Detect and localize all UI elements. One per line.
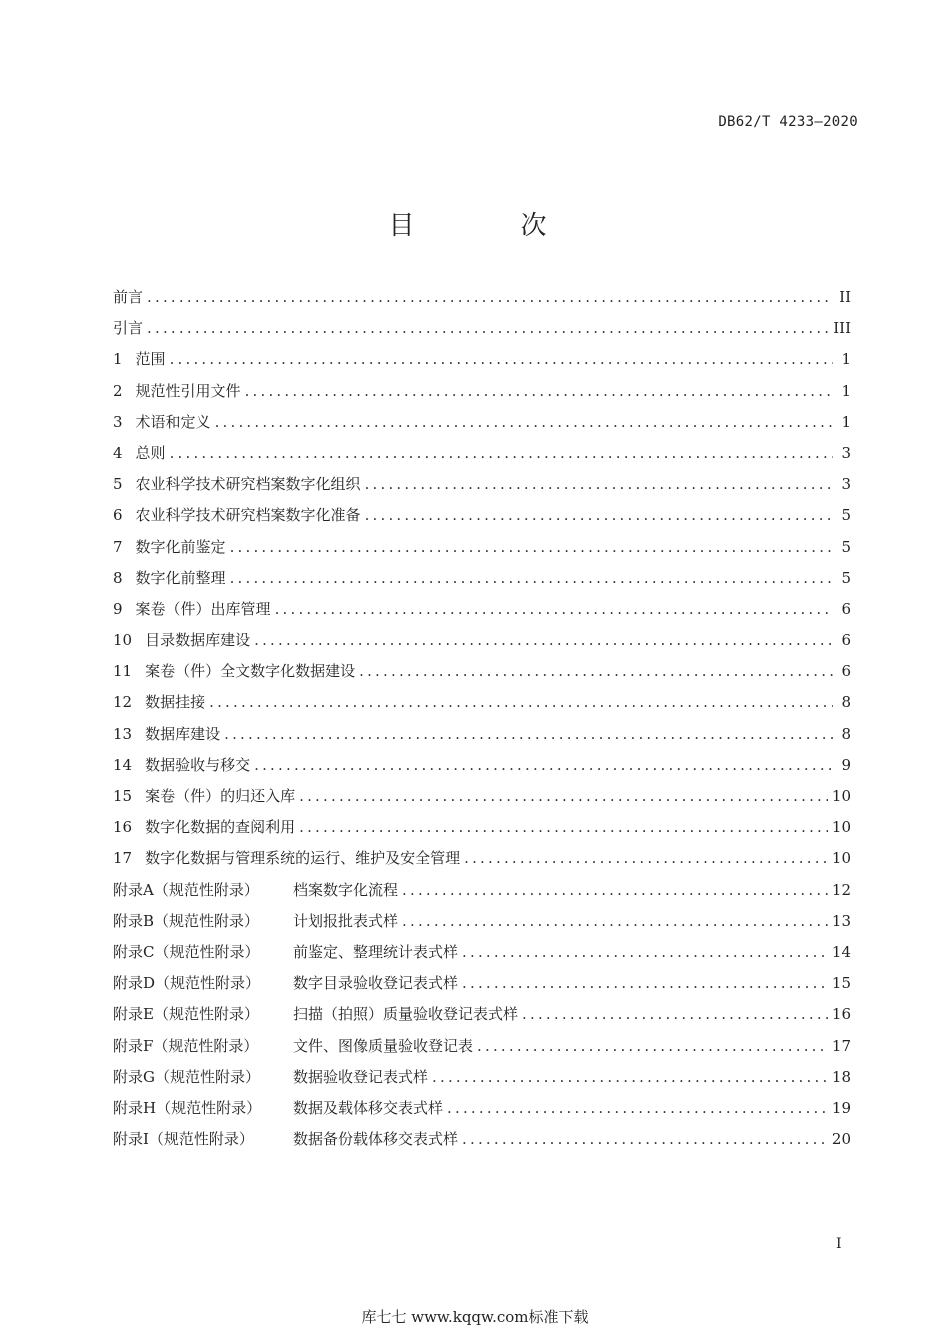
appendix-title: 扫描（拍照）质量验收登记表式样: [293, 1005, 519, 1024]
toc-entry[interactable]: [113, 598, 851, 629]
toc-appendix-entry[interactable]: [113, 910, 851, 941]
toc-entry[interactable]: [113, 723, 851, 754]
dot-leader: [230, 538, 833, 556]
toc-entry-page: 1: [841, 381, 851, 400]
toc-entry-title: 数字化数据的查阅利用: [145, 818, 296, 837]
toc-entry-number: 14: [113, 755, 133, 774]
appendix-title: 数据及载体移交表式样: [293, 1098, 444, 1117]
appendix-label: 附录C（规范性附录）: [113, 942, 260, 961]
toc-appendix-entry[interactable]: [113, 1066, 851, 1097]
appendix-title: 档案数字化流程: [293, 880, 399, 899]
dot-leader: [464, 849, 828, 867]
dot-leader: [365, 506, 833, 524]
toc-entry-page: 5: [841, 537, 851, 556]
toc-entry-title: 数据验收与移交: [145, 755, 251, 774]
toc-entry-page: 8: [841, 724, 851, 743]
dot-leader: [275, 600, 833, 618]
toc-entry-title: 农业科学技术研究档案数字化组织: [135, 475, 361, 494]
toc-entry-page: II: [839, 288, 851, 306]
toc-entry-title: 农业科学技术研究档案数字化准备: [135, 506, 361, 525]
dot-leader: [462, 1130, 828, 1148]
dot-leader: [209, 693, 833, 711]
toc-appendix-entry[interactable]: [113, 1035, 851, 1066]
appendix-label: 附录E（规范性附录）: [113, 1005, 259, 1024]
toc-entry-page: 3: [841, 475, 851, 494]
toc-entry-page: 5: [841, 568, 851, 587]
toc-appendix-entry[interactable]: [113, 879, 851, 910]
toc-entry-title: 前言: [113, 288, 144, 306]
toc-entry[interactable]: [113, 536, 851, 567]
dot-leader: [432, 1068, 828, 1086]
dot-leader: [299, 787, 828, 805]
appendix-page: 15: [831, 974, 851, 993]
toc-entry[interactable]: [113, 317, 851, 348]
appendix-title: 计划报批表式样: [293, 911, 399, 930]
toc-entry-page: 6: [841, 631, 851, 650]
toc-entry-number: 8: [113, 568, 123, 587]
toc-entry-number: 1: [113, 350, 123, 369]
dot-leader: [230, 569, 833, 587]
appendix-page: 12: [831, 880, 851, 899]
appendix-page: 13: [831, 911, 851, 930]
appendix-page: 16: [831, 1005, 851, 1024]
appendix-page: 17: [831, 1036, 851, 1055]
toc-entry-number: 2: [113, 381, 123, 400]
appendix-label: 附录F（规范性附录）: [113, 1036, 259, 1055]
toc-entry-number: 15: [113, 787, 133, 805]
toc-entry-title: 数字化前整理: [135, 568, 226, 587]
dot-leader: [170, 444, 833, 462]
toc-entry[interactable]: [113, 411, 851, 442]
toc-entry-title: 案卷（件）全文数字化数据建设: [145, 662, 356, 681]
toc-entry[interactable]: [113, 629, 851, 660]
appendix-label: 附录D（规范性附录）: [113, 974, 261, 993]
toc-entry[interactable]: [113, 504, 851, 535]
toc-entry[interactable]: [113, 660, 851, 691]
appendix-title: 数据备份载体移交表式样: [293, 1130, 459, 1149]
toc-appendix-entry[interactable]: [113, 941, 851, 972]
dot-leader: [477, 1037, 828, 1055]
toc-entry-title: 数字化前鉴定: [135, 537, 226, 556]
toc-entry-number: 6: [113, 506, 123, 525]
toc-appendix-entry[interactable]: [113, 972, 851, 1003]
toc-entry-page: 1: [841, 412, 851, 431]
dot-leader: [147, 319, 829, 337]
toc-entry-page: 6: [841, 599, 851, 618]
appendix-label: 附录G（规范性附录）: [113, 1067, 260, 1086]
dot-leader: [147, 288, 833, 306]
toc-entry[interactable]: [113, 286, 851, 317]
toc-entry[interactable]: [113, 567, 851, 598]
toc-entry-page: 6: [841, 662, 851, 681]
toc-entry-title: 案卷（件）的归还入库: [145, 787, 296, 805]
toc-entry-number: 17: [113, 849, 133, 868]
dot-leader: [522, 1005, 828, 1023]
toc-entry[interactable]: [113, 442, 851, 473]
toc-entry-title: 案卷（件）出库管理: [135, 599, 271, 618]
toc-entry-title: 数据挂接: [145, 693, 206, 712]
footer-watermark: 库七七 www.kqqw.com标准下载: [361, 1308, 589, 1326]
appendix-title: 数字目录验收登记表式样: [293, 974, 459, 993]
dot-leader: [215, 413, 833, 431]
toc-entry[interactable]: [113, 754, 851, 785]
appendix-label: 附录B（规范性附录）: [113, 911, 260, 930]
dot-leader: [254, 631, 833, 649]
toc-entry[interactable]: [113, 380, 851, 411]
toc-appendix-entry[interactable]: [113, 1003, 851, 1034]
toc-entry[interactable]: [113, 847, 851, 878]
toc-appendix-entry[interactable]: [113, 1097, 851, 1128]
toc-entry-number: 3: [113, 412, 123, 431]
toc-entry[interactable]: [113, 473, 851, 504]
toc-entry-number: 7: [113, 537, 123, 556]
dot-leader: [299, 818, 828, 836]
appendix-page: 20: [831, 1130, 851, 1149]
toc-entry-page: 10: [831, 818, 851, 837]
toc-entry-page: 10: [831, 849, 851, 868]
toc-entry-page: 3: [841, 443, 851, 462]
appendix-page: 19: [831, 1098, 851, 1117]
toc-entry-title: 数字化数据与管理系统的运行、维护及安全管理: [145, 849, 461, 868]
appendix-title: 前鉴定、整理统计表式样: [293, 942, 459, 961]
dot-leader: [402, 881, 828, 899]
toc-entry-title: 目录数据库建设: [145, 631, 251, 650]
appendix-page: 14: [831, 942, 851, 961]
dot-leader: [365, 475, 833, 493]
dot-leader: [224, 725, 833, 743]
toc-entry-number: 5: [113, 475, 123, 494]
appendix-label: 附录H（规范性附录）: [113, 1098, 262, 1117]
toc-entry-title: 数据库建设: [145, 724, 221, 743]
toc-entry-page: III: [833, 319, 851, 338]
toc-entry-title: 总则: [135, 443, 166, 462]
dot-leader: [254, 756, 833, 774]
dot-leader: [402, 912, 828, 930]
toc-entry-title: 范围: [135, 350, 166, 369]
toc-entry-title: 引言: [113, 319, 144, 338]
toc-entry-page: 8: [841, 693, 851, 712]
toc-entry[interactable]: [113, 785, 851, 816]
dot-leader: [462, 974, 828, 992]
toc-entry-title: 术语和定义: [135, 412, 211, 431]
toc-entry-title: 规范性引用文件: [135, 381, 241, 400]
table-of-contents: [113, 286, 851, 1159]
toc-entry[interactable]: [113, 691, 851, 722]
appendix-title: 文件、图像质量验收登记表: [293, 1036, 474, 1055]
toc-entry[interactable]: [113, 816, 851, 847]
toc-entry-number: 12: [113, 693, 133, 712]
toc-entry-page: 10: [831, 787, 851, 805]
document-code: DB62/T 4233—2020: [718, 114, 858, 130]
toc-entry-number: 9: [113, 599, 123, 618]
dot-leader: [170, 350, 833, 368]
dot-leader: [462, 943, 828, 961]
appendix-label: 附录I（规范性附录）: [113, 1130, 254, 1149]
dot-leader: [447, 1099, 828, 1117]
appendix-label: 附录A（规范性附录）: [113, 880, 259, 899]
dot-leader: [359, 662, 833, 680]
appendix-page: 18: [831, 1067, 851, 1086]
dot-leader: [245, 382, 833, 400]
page-title: 目 次: [388, 211, 587, 241]
toc-entry[interactable]: [113, 348, 851, 379]
toc-entry-page: 9: [841, 755, 851, 774]
appendix-title: 数据验收登记表式样: [293, 1067, 429, 1086]
toc-entry-number: 13: [113, 724, 133, 743]
toc-entry-number: 16: [113, 818, 133, 837]
toc-appendix-entry[interactable]: [113, 1128, 851, 1159]
toc-entry-number: 10: [113, 631, 133, 650]
page-number: I: [836, 1236, 842, 1252]
toc-entry-number: 4: [113, 443, 123, 462]
toc-entry-page: 5: [841, 506, 851, 525]
toc-entry-page: 1: [841, 350, 851, 369]
toc-entry-number: 11: [113, 662, 133, 681]
